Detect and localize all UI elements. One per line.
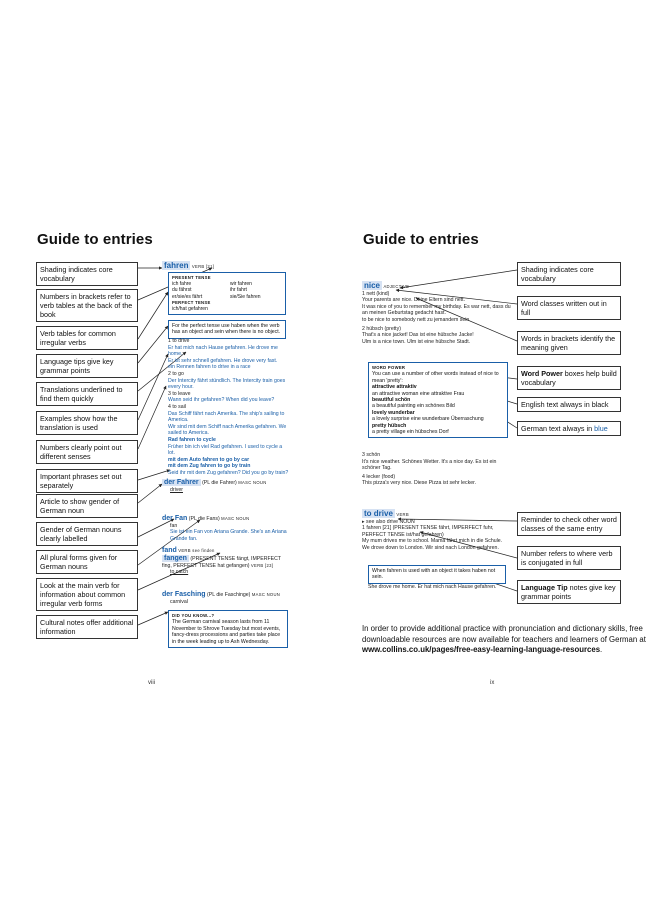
- label-box: Look at the main verb for information about common irregular verb forms: [36, 578, 138, 611]
- verb-row: du fährst ihr fahrt: [172, 287, 247, 294]
- verb-row: ich fahre wir fahren: [172, 281, 252, 288]
- perfect-value: ich/hat gefahren: [172, 306, 208, 313]
- headword: fahren: [164, 261, 189, 270]
- label-box: Shading indicates core vocabulary: [36, 262, 138, 286]
- label-box: Cultural notes offer additional information: [36, 615, 138, 639]
- label-box: Language Tip notes give key grammar points: [517, 580, 621, 604]
- label-box: Words in brackets identify the meaning given: [517, 331, 621, 355]
- page-number: viii: [148, 680, 155, 686]
- drive-example: She drove me home. Er hat mich nach Hause gefahren.: [368, 584, 497, 590]
- label-box: Gender of German nouns clearly labelled: [36, 522, 138, 546]
- label-box: German text always in blue: [517, 421, 621, 436]
- label-box: Important phrases set out separately: [36, 469, 138, 493]
- perfect-tense-label: PERFECT TENSE: [172, 299, 211, 305]
- entry-drive: to drive VERB ▸ see also drive NOUN 1 fahren [21] (PRESENT TENSE fährt, IMPERFECT fuhr, PERFECT TENSE ist/hat gefahren) My mum drives me to school. Mama fährt mich in die Schule. We drove down to London. Wir sind nach London gefahren.: [362, 509, 503, 551]
- cultural-note: DID YOU KNOW...? The German carnival season lasts from 11 November to Shrove Tuesday but most events, fancy-dress processions and parties take place in the week leading up to Ash Wednesday.: [168, 610, 288, 648]
- right-page: [330, 0, 660, 904]
- verb-code: VERB [21]: [191, 264, 215, 269]
- resources-link[interactable]: www.collins.co.uk/pages/free-easy-learning-language-resources: [362, 645, 601, 654]
- verb-table: [168, 272, 286, 315]
- entry-fasching: der Fasching (PL die Faschinge) MASC NOUN carnival: [162, 591, 281, 605]
- entry-fahren: [162, 263, 286, 271]
- label-box: Language tips give key grammar points: [36, 354, 138, 378]
- page-title: Guide to entries: [363, 231, 479, 248]
- word-power-box: WORD POWER You can use a number of other words instead of nice to mean 'pretty': attractive attraktiv an attractive woman eine attraktive Frau beautiful schön a beautiful painting ein schönes Bild lovely wunderbar a lovely surprise eine wunderbare Überraschung pretty hübsch a pretty village ein hübsches Dorf: [368, 362, 508, 438]
- label-box: Numbers in brackets refer to verb tables at the back of the book: [36, 289, 138, 322]
- label-box: Examples show how the translation is used: [36, 411, 138, 435]
- resources-note: In order to provide additional practice with pronunciation and dictionary skills, free downloadable resources are now available for teachers and learners of German at www.collins.co.uk/pages/free-easy-learning-language-resources.: [362, 624, 646, 654]
- label-box: Word classes written out in full: [517, 296, 621, 320]
- entry-fan: der Fan (PL die Fans) MASC NOUN fan Sie ist ein Fan von Ariana Grande. She's an Ariana Grande fan.: [162, 515, 287, 542]
- label-box: Verb tables for common irregular verbs: [36, 326, 138, 350]
- label-box: Article to show gender of German noun: [36, 494, 138, 518]
- entry-fangen: fangen (PRESENT TENSE fängt, IMPERFECT fing, PERFECT TENSE hat gefangen) VERB [23] to catch: [162, 555, 281, 576]
- present-tense-label: PRESENT TENSE: [172, 275, 211, 280]
- page-number: ix: [490, 680, 495, 686]
- entry-nice: nice ADJECTIVE 1 nett (kind) Your parents are nice. Deine Eltern sind nett. It was nice of you to remember my birthday. Es war nett, dass du an meinen Geburtstag gedacht hast. to be nice to somebody nett zu jemandem sein 2 hübsch (pretty) That's a nice jacket! Das ist eine hübsche Jacke! Ulm is a nice town. Ulm ist eine hübsche Stadt.: [362, 281, 511, 345]
- language-tip: For the perfect tense use haben when the verb has an object and sein when there is no object.: [168, 320, 286, 339]
- page-title: Guide to entries: [37, 231, 153, 248]
- entry-fahrer: der Fahrer (PL die Fahrer) MASC NOUN driver: [164, 479, 267, 493]
- label-box: Numbers clearly point out different senses: [36, 440, 138, 464]
- label-box: Reminder to check other word classes of the same entry: [517, 512, 621, 536]
- label-box: All plural forms given for German nouns: [36, 550, 138, 574]
- verb-row: er/sie/es fährt sie/Sie fahren: [172, 293, 261, 300]
- nice-senses-3-4: 3 schön It's nice weather. Schönes Wetter. It's a nice day. Es ist ein schöner Tag. 4 lecker (food) This pizza's very nice. Diese Pizza ist sehr lecker.: [362, 452, 497, 487]
- label-box: English text always in black: [517, 397, 621, 412]
- label-box: Word Power boxes help build vocabulary: [517, 366, 621, 390]
- label-box: Shading indicates core vocabulary: [517, 262, 621, 286]
- label-box: Translations underlined to find them quickly: [36, 382, 138, 406]
- entry-fand: fand VERB see finden: [162, 547, 215, 554]
- fahren-senses: 1 to drive Er hat mich nach Hause gefahren. He drove me home. Er ist sehr schnell gefahren. He drove very fast. ein Rennen fahren to drive in a race 2 to go Der Intercity fährt stündlich. The Intercity train goes every hour. 3 to leave Wann seid ihr gefahren? When did you leave? 4 to sail Das Schiff fährt nach Amerika. The ship's sailing to America. Wir sind mit dem Schiff nach Amerika gefahren. We sailed to America. Rad fahren to cycle Früher bin ich viel Rad gefahren. I used to cycle a lot. mit dem Auto fahren to go by car mit dem Zug fahren to go by train Seid ihr mit dem Zug gefahren? Did you go by train?: [168, 338, 289, 476]
- label-box: Number refers to where verb is conjugated in full: [517, 546, 621, 570]
- language-tip: When fahren is used with an object it takes haben not sein.: [368, 565, 506, 584]
